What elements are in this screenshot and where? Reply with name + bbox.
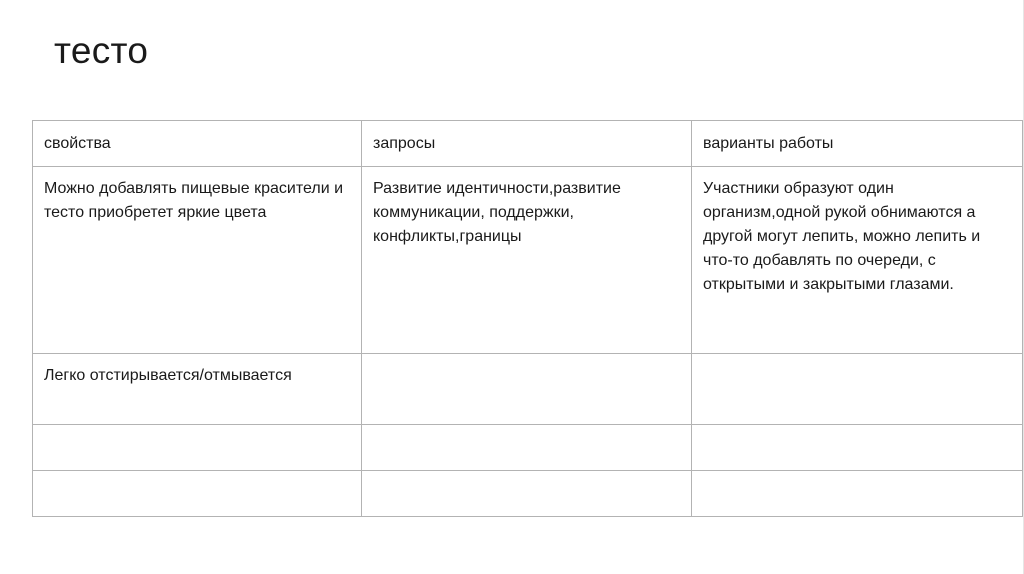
table-cell xyxy=(692,425,1023,471)
table-cell xyxy=(362,425,692,471)
cell-text: Развитие идентичности,развитие коммуникации, поддержки, конфликты,границы xyxy=(373,180,621,245)
properties-table xyxy=(32,120,1023,517)
table-container xyxy=(32,120,1022,517)
header-label: запросы xyxy=(373,135,436,152)
table-row xyxy=(33,425,1023,471)
table-cell xyxy=(692,471,1023,517)
header-cell-work-options xyxy=(692,121,1023,167)
table-cell xyxy=(362,167,692,354)
cell-text: Легко отстирывается/отмывается xyxy=(44,367,292,384)
cell-text: Участники образуют один организм,одной рукой обнимаются а другой могут лепить, можно лепить и что-то добавлять по очереди, с открытыми и закрытыми глазами. xyxy=(703,180,981,293)
table-row xyxy=(33,471,1023,517)
slide-title: тесто xyxy=(54,30,149,71)
header-label: свойства xyxy=(44,135,111,152)
table-cell xyxy=(362,471,692,517)
header-cell-requests xyxy=(362,121,692,167)
table-cell xyxy=(692,167,1023,354)
table-cell xyxy=(33,471,362,517)
cell-text: Можно добавлять пищевые красители и тесто приобретет яркие цвета xyxy=(44,180,344,221)
table-cell xyxy=(33,354,362,425)
table-header-row xyxy=(33,121,1023,167)
table-cell xyxy=(33,425,362,471)
table-row xyxy=(33,354,1023,425)
table-cell xyxy=(692,354,1023,425)
header-cell-properties xyxy=(33,121,362,167)
table-cell xyxy=(33,167,362,354)
table-row xyxy=(33,167,1023,354)
header-label: варианты работы xyxy=(703,135,834,152)
table-cell xyxy=(362,354,692,425)
